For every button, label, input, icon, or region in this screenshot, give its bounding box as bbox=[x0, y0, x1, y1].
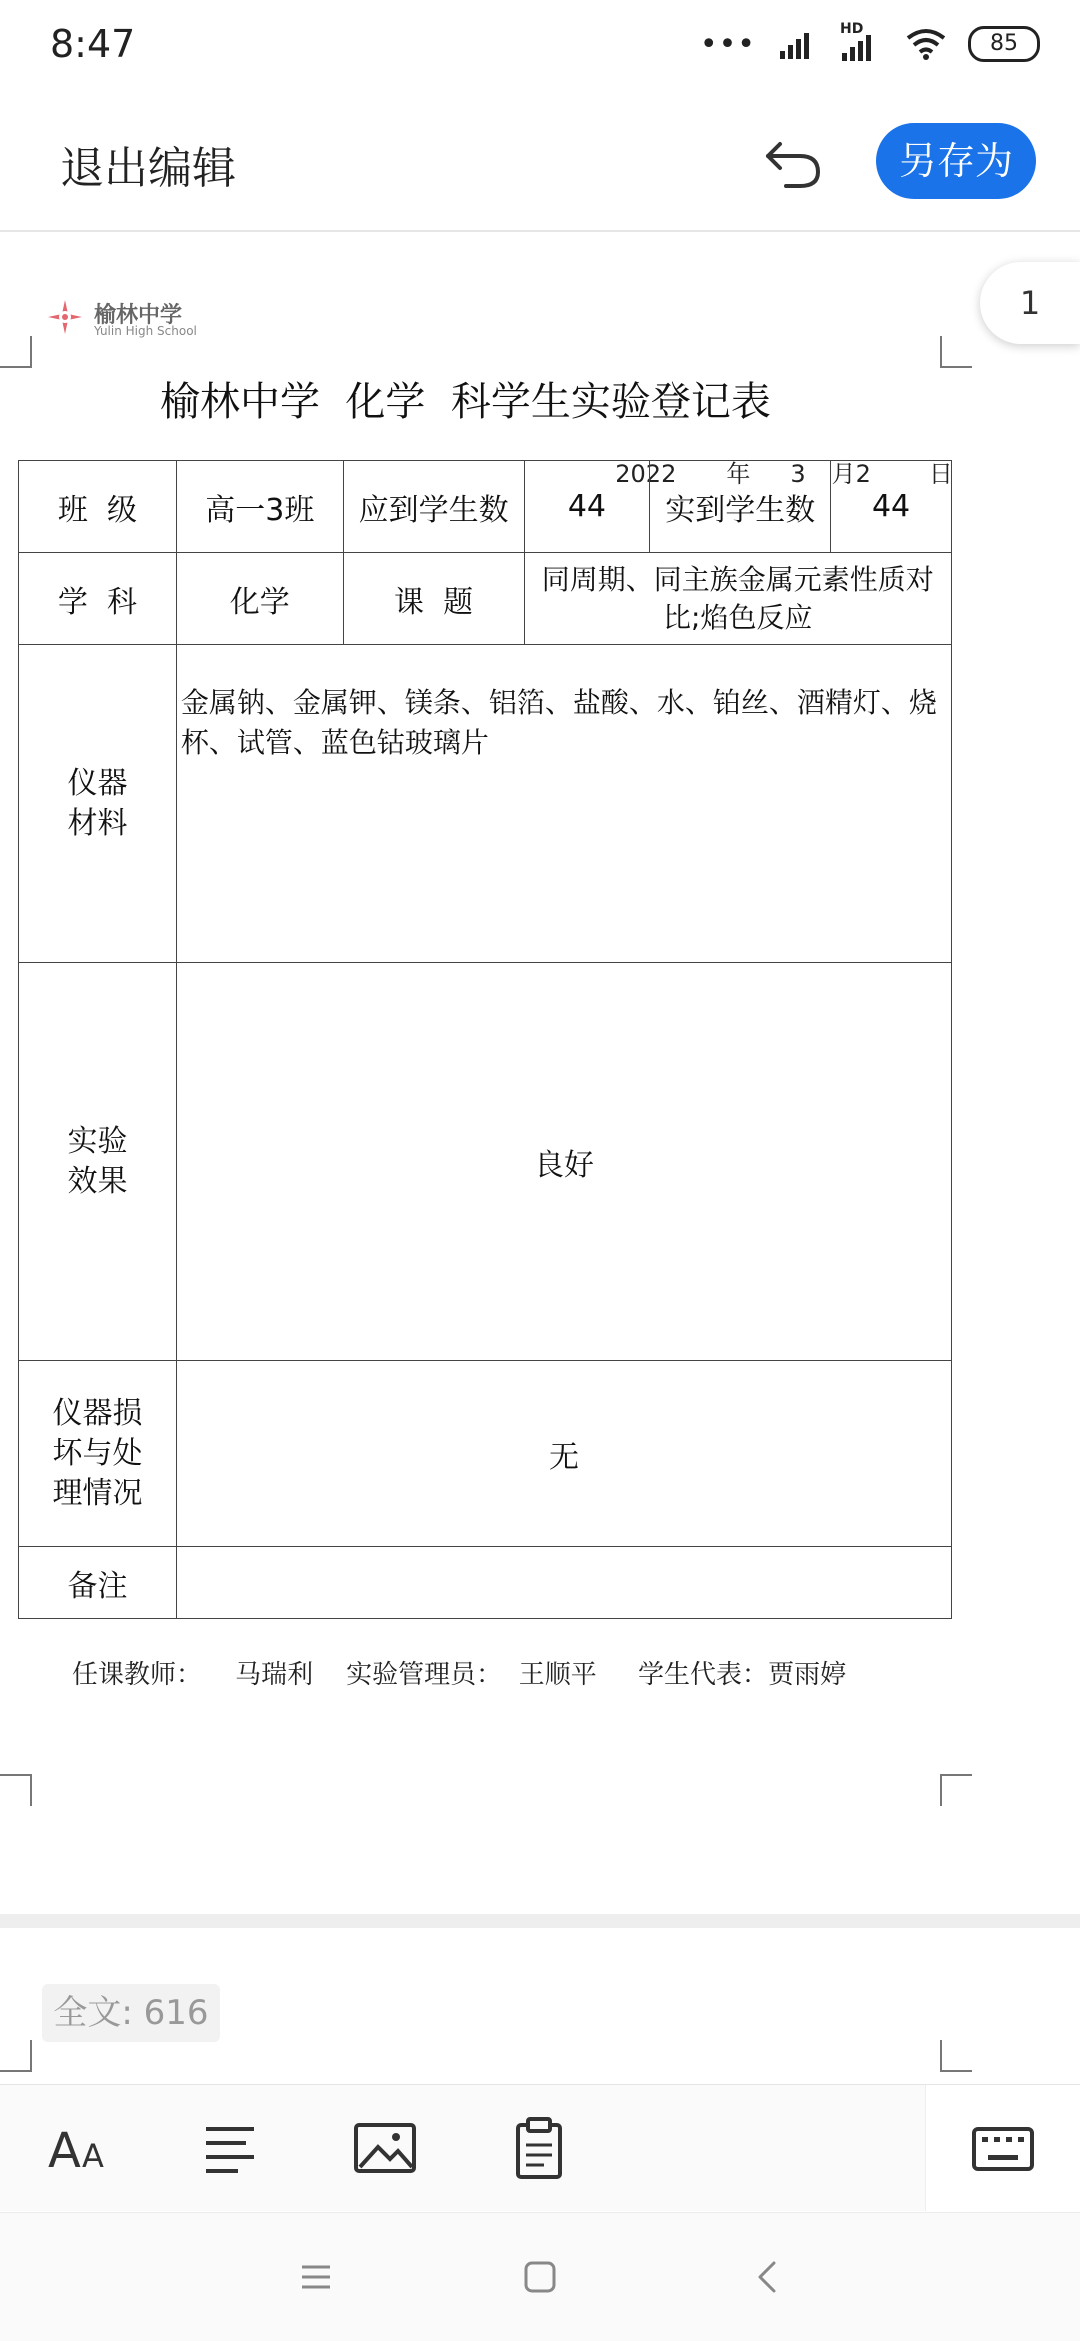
school-logo bbox=[44, 296, 204, 342]
date-month: 3 bbox=[790, 460, 806, 488]
crop-mark bbox=[940, 2040, 972, 2072]
table-row bbox=[19, 1547, 952, 1619]
exit-edit-button[interactable]: 退出编辑 bbox=[60, 143, 236, 194]
expected-count-value[interactable]: 44 bbox=[524, 461, 650, 553]
status-time: 8:47 bbox=[50, 22, 136, 66]
remarks-value[interactable] bbox=[176, 1547, 951, 1619]
table-row bbox=[19, 645, 952, 963]
class-value[interactable]: 高一3班 bbox=[176, 461, 343, 553]
editor-toolbar bbox=[0, 2084, 1080, 2211]
wifi-icon bbox=[906, 28, 946, 60]
crop-mark bbox=[0, 336, 32, 368]
teacher-label: 任课教师： bbox=[72, 1660, 203, 1690]
font-size-icon[interactable] bbox=[44, 2113, 114, 2183]
effect-label-text: 实验效果 bbox=[67, 1123, 128, 1199]
teacher-name: 马瑞利 bbox=[235, 1660, 314, 1690]
subject-value[interactable]: 化学 bbox=[176, 553, 343, 645]
subject-label: 学 科 bbox=[19, 553, 177, 645]
class-label: 班 级 bbox=[19, 461, 177, 553]
student-label: 学生代表： bbox=[638, 1660, 769, 1690]
topic-label: 课 题 bbox=[343, 553, 524, 645]
keyboard-panel bbox=[925, 2085, 1080, 2211]
effect-value[interactable]: 良好 bbox=[176, 963, 951, 1361]
editor-header bbox=[0, 96, 1080, 232]
svg-text:A: A bbox=[82, 2137, 104, 2175]
image-icon[interactable] bbox=[350, 2113, 420, 2183]
actual-count-value[interactable]: 44 bbox=[831, 461, 952, 553]
admin-label: 实验管理员： bbox=[346, 1660, 503, 1690]
svg-text:A: A bbox=[48, 2123, 81, 2179]
table-row bbox=[19, 1361, 952, 1547]
table-row bbox=[19, 553, 952, 645]
system-nav-bar bbox=[0, 2212, 1080, 2341]
date-day-label: 日 bbox=[928, 460, 953, 488]
topic-value[interactable]: 同周期、同主族金属元素性质对比;焰色反应 bbox=[524, 553, 952, 645]
materials-label bbox=[19, 645, 177, 963]
table-row bbox=[19, 461, 952, 553]
damage-label bbox=[19, 1361, 177, 1547]
word-count: 全文: 616 bbox=[42, 1984, 220, 2042]
logo-subtitle: Yulin High School bbox=[94, 324, 197, 338]
home-icon[interactable] bbox=[520, 2257, 560, 2297]
signal-icon bbox=[778, 29, 818, 59]
paragraph-icon[interactable] bbox=[196, 2113, 266, 2183]
actual-count-label: 实到学生数 bbox=[650, 461, 831, 553]
menu-icon[interactable] bbox=[296, 2257, 336, 2297]
crop-mark bbox=[0, 1774, 32, 1806]
logo-name: 榆林中学 bbox=[94, 302, 183, 328]
damage-value[interactable]: 无 bbox=[176, 1361, 951, 1547]
crop-mark bbox=[940, 336, 972, 368]
page-separator bbox=[0, 1914, 1080, 1928]
more-dots-icon: ••• bbox=[699, 26, 756, 62]
status-icons bbox=[699, 21, 1040, 62]
page-indicator[interactable]: 1 bbox=[980, 262, 1080, 344]
crop-mark bbox=[0, 2040, 32, 2072]
date-month-label: 月2 bbox=[831, 460, 871, 488]
undo-icon[interactable] bbox=[760, 126, 830, 196]
table-row bbox=[19, 963, 952, 1361]
save-as-button[interactable]: 另存为 bbox=[876, 123, 1036, 199]
effect-label bbox=[19, 963, 177, 1361]
expected-count-label: 应到学生数 bbox=[343, 461, 524, 553]
materials-label-text: 仪器材料 bbox=[67, 765, 128, 841]
registration-table[interactable] bbox=[18, 460, 952, 1619]
date-year-label: 年 bbox=[726, 460, 751, 488]
battery-icon: 85 bbox=[968, 26, 1040, 62]
keyboard-icon[interactable] bbox=[968, 2113, 1038, 2183]
materials-value[interactable]: 金属钠、金属钾、镁条、铝箔、盐酸、水、铂丝、酒精灯、烧杯、试管、蓝色钴玻璃片 bbox=[176, 645, 951, 963]
student-name: 贾雨婷 bbox=[768, 1660, 847, 1690]
date-year: 2022 bbox=[615, 460, 677, 488]
school-emblem-icon bbox=[44, 296, 86, 338]
back-icon[interactable] bbox=[748, 2257, 788, 2297]
clipboard-icon[interactable] bbox=[504, 2113, 574, 2183]
damage-label-text: 仪器损坏与处理情况 bbox=[52, 1395, 143, 1511]
status-bar bbox=[0, 0, 1080, 96]
document-title: 榆林中学 化学 科学生实验登记表 bbox=[160, 379, 771, 425]
hd-signal-icon bbox=[840, 21, 884, 61]
admin-name: 王顺平 bbox=[518, 1660, 597, 1690]
remarks-label: 备注 bbox=[19, 1547, 177, 1619]
hd-label: HD bbox=[840, 21, 864, 37]
signature-line bbox=[72, 1654, 846, 1691]
crop-mark bbox=[940, 1774, 972, 1806]
